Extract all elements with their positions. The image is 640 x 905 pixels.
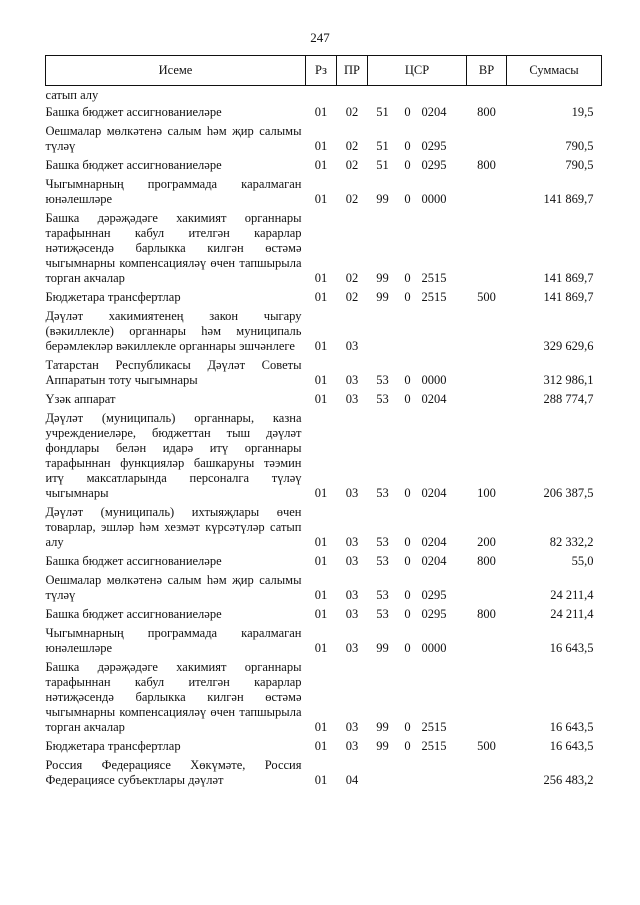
row-pr: 02 [345,158,359,172]
row-name: сатып алу [45,88,99,102]
table-row [46,605,602,624]
row-vr [467,356,507,390]
row-csr-subprogram: 0 [404,720,411,734]
header-csr: ЦСР [368,56,467,86]
row-pr: 04 [345,773,359,787]
row-pr: 02 [345,192,359,206]
row-pr: 03 [345,373,359,387]
row-csr-subprogram: 0 [404,607,411,621]
row-csr-subprogram: 0 [404,158,411,172]
row-csr-direction [418,86,467,104]
row-csr-program: 53 [376,486,389,500]
row-csr-subprogram: 0 [404,373,411,387]
row-sum: 329 629,6 [543,339,594,353]
row-vr [467,307,507,356]
row-vr [467,175,507,209]
row-vr: 500 [477,290,496,304]
row-name: Башка бюджет ассигнованиеләре [45,554,222,568]
row-rz: 01 [314,641,328,655]
row-csr-subprogram: 0 [404,739,411,753]
row-name: Үзәк аппарат [45,392,116,406]
row-sum: 82 332,2 [549,535,594,549]
row-pr: 03 [345,486,359,500]
row-pr: 03 [345,607,359,621]
row-rz: 01 [314,105,328,119]
row-vr: 800 [477,105,496,119]
row-name: Дәүләт (муниципаль) органнары, казна учреждениеләре, бюджеттан тыш дәүләт фондлары белән идарә итү органнары тарафыннан функцияләр башкаруны тәэмин итү максатларында персоналга түләү чыгымнары [45,411,302,500]
row-rz: 01 [314,139,328,153]
row-csr-subprogram: 0 [404,105,411,119]
row-rz: 01 [314,554,328,568]
row-name: Оешмалар мөлкәтенә салым һәм җир салымы түләү [45,573,302,602]
row-csr-direction: 2515 [421,720,447,734]
row-sum: 288 774,7 [543,392,594,406]
row-csr-program: 53 [376,554,389,568]
row-pr: 03 [345,339,359,353]
row-sum: 19,5 [571,105,594,119]
row-rz [306,86,337,104]
row-csr-program [368,307,398,356]
row-csr-program: 53 [376,373,389,387]
row-csr-direction: 0000 [421,192,447,206]
table-body [46,86,602,791]
row-csr-direction: 0000 [421,641,447,655]
row-rz: 01 [314,486,328,500]
row-vr: 800 [477,554,496,568]
row-csr-subprogram: 0 [404,192,411,206]
row-sum: 24 211,4 [550,588,594,602]
row-name: Бюджетара трансфертлар [45,290,181,304]
row-csr-subprogram: 0 [404,486,411,500]
row-csr-subprogram: 0 [404,290,411,304]
row-vr: 200 [477,535,496,549]
row-csr-direction: 0295 [421,588,447,602]
row-csr-direction: 0295 [421,607,447,621]
row-pr: 03 [345,720,359,734]
row-vr [467,624,507,658]
row-name: Дәүләт (муниципаль) ихтыяҗлары өчен товарлар, эшләр һәм хезмәт күрсәтүләр сатып алу [45,505,302,549]
row-vr [467,390,507,409]
row-sum: 55,0 [571,554,594,568]
row-vr [467,122,507,156]
row-csr-program: 99 [376,290,389,304]
row-name: Башка бюджет ассигнованиеләре [45,158,222,172]
row-csr-program: 99 [376,192,389,206]
row-name: Бюджетара трансфертлар [45,739,181,753]
row-csr-direction: 0204 [421,105,447,119]
row-pr: 02 [345,290,359,304]
row-name: Башка дәрәҗәдәге хакимият органнары тарафыннан кабул ителгән карарлар нәтиҗәсендә барлыкка килгән өстәмә чыгымнарны компенсацияләү өчен тапшырыла торган акчалар [45,660,302,734]
row-csr-program: 99 [376,641,389,655]
row-csr-program: 53 [376,607,389,621]
row-rz: 01 [314,290,328,304]
row-name: Оешмалар мөлкәтенә салым һәм җир салымы түләү [45,124,302,153]
row-csr-program: 53 [376,588,389,602]
row-name: Россия Федерациясе Хөкүмәте, Россия Федерациясе субъектлары дәүләт [45,758,302,787]
header-vr: ВР [467,56,507,86]
row-csr-direction: 0204 [421,392,447,406]
row-csr-direction: 2515 [421,739,447,753]
table-row [46,552,602,571]
row-csr-direction [418,307,467,356]
row-rz: 01 [314,588,328,602]
row-pr: 02 [345,105,359,119]
table-row [46,409,602,503]
row-csr-direction: 0295 [421,158,447,172]
row-sum: 16 643,5 [549,720,594,734]
table-row [46,122,602,156]
row-name: Татарстан Республикасы Дәүләт Советы Аппаратын тоту чыгымнары [45,358,302,387]
row-csr-program: 51 [376,105,389,119]
row-csr-subprogram: 0 [404,535,411,549]
row-pr: 02 [345,271,359,285]
row-csr-program [368,86,398,104]
row-rz: 01 [314,339,328,353]
row-sum: 141 869,7 [543,271,594,285]
row-csr-direction: 2515 [421,290,447,304]
row-pr: 03 [345,392,359,406]
row-name: Чыгымнарның программада каралмаган юнәлешләре [45,177,302,206]
header-rz: Рз [306,56,337,86]
table-row [46,737,602,756]
row-csr-direction: 2515 [421,271,447,285]
row-csr-direction [418,756,467,790]
row-rz: 01 [314,392,328,406]
row-name: Башка дәрәҗәдәге хакимият органнары тарафыннан кабул ителгән карарлар нәтиҗәсендә барлыкка килгән өстәмә чыгымнарны компенсацияләү өчен тапшырыла торган акчалар [45,211,302,285]
row-csr-program: 99 [376,271,389,285]
row-csr-program [368,756,398,790]
row-rz: 01 [314,271,328,285]
row-csr-subprogram [398,756,418,790]
row-rz: 01 [314,739,328,753]
row-csr-direction: 0295 [421,139,447,153]
row-pr: 03 [345,739,359,753]
table-row [46,103,602,122]
row-vr [467,571,507,605]
row-csr-subprogram: 0 [404,641,411,655]
row-csr-direction: 0204 [421,486,447,500]
row-sum: 24 211,4 [550,607,594,621]
row-pr: 02 [345,139,359,153]
table-row [46,624,602,658]
table-row [46,288,602,307]
row-rz: 01 [314,607,328,621]
row-rz: 01 [314,373,328,387]
row-vr: 500 [477,739,496,753]
table-row [46,175,602,209]
row-name: Башка бюджет ассигнованиеләре [45,607,222,621]
row-csr-subprogram: 0 [404,588,411,602]
row-sum: 141 869,7 [543,290,594,304]
row-csr-program: 99 [376,739,389,753]
table-row [46,571,602,605]
row-csr-subprogram: 0 [404,139,411,153]
header-name: Исеме [46,56,306,86]
row-name: Чыгымнарның программада каралмаган юнәлешләре [45,626,302,655]
row-vr [467,209,507,288]
row-vr [467,756,507,790]
row-csr-direction: 0204 [421,554,447,568]
row-sum: 790,5 [565,139,594,153]
row-csr-direction: 0000 [421,373,447,387]
header-sum: Суммасы [507,56,602,86]
table-row [46,658,602,737]
row-rz: 01 [314,192,328,206]
table-row [46,86,602,104]
row-vr [467,658,507,737]
page-number: 247 [310,30,330,45]
row-vr [467,86,507,104]
row-sum: 206 387,5 [543,486,594,500]
row-pr: 03 [345,588,359,602]
row-sum: 141 869,7 [543,192,594,206]
row-name: Дәүләт хакимиятенең закон чыгару (вәкиллекле) органнары һәм муниципаль берәмлекләр вәкиллекле органнары эшчәнлеге [45,309,302,353]
table-row [46,356,602,390]
row-csr-direction: 0204 [421,535,447,549]
row-pr [337,86,368,104]
header-pr: ПР [337,56,368,86]
row-rz: 01 [314,773,328,787]
row-vr: 800 [477,158,496,172]
row-csr-subprogram: 0 [404,554,411,568]
row-pr: 03 [345,535,359,549]
row-csr-program: 51 [376,139,389,153]
row-sum: 256 483,2 [543,773,594,787]
row-rz: 01 [314,158,328,172]
row-csr-program: 53 [376,392,389,406]
row-csr-subprogram [398,86,418,104]
table-row [46,503,602,552]
row-csr-subprogram: 0 [404,392,411,406]
row-csr-subprogram [398,307,418,356]
row-csr-program: 51 [376,158,389,172]
row-pr: 03 [345,641,359,655]
row-rz: 01 [314,535,328,549]
row-sum: 312 986,1 [543,373,594,387]
row-csr-program: 53 [376,535,389,549]
table-header-row [46,56,602,86]
row-sum [507,86,602,104]
row-vr: 800 [477,607,496,621]
table-row [46,307,602,356]
budget-table [45,55,602,790]
row-csr-subprogram: 0 [404,271,411,285]
row-vr: 100 [477,486,496,500]
row-name: Башка бюджет ассигнованиеләре [45,105,222,119]
row-sum: 790,5 [565,158,594,172]
table-row [46,390,602,409]
row-rz: 01 [314,720,328,734]
row-csr-program: 99 [376,720,389,734]
table-row [46,756,602,790]
row-pr: 03 [345,554,359,568]
row-sum: 16 643,5 [549,641,594,655]
row-sum: 16 643,5 [549,739,594,753]
table-row [46,209,602,288]
table-row [46,156,602,175]
